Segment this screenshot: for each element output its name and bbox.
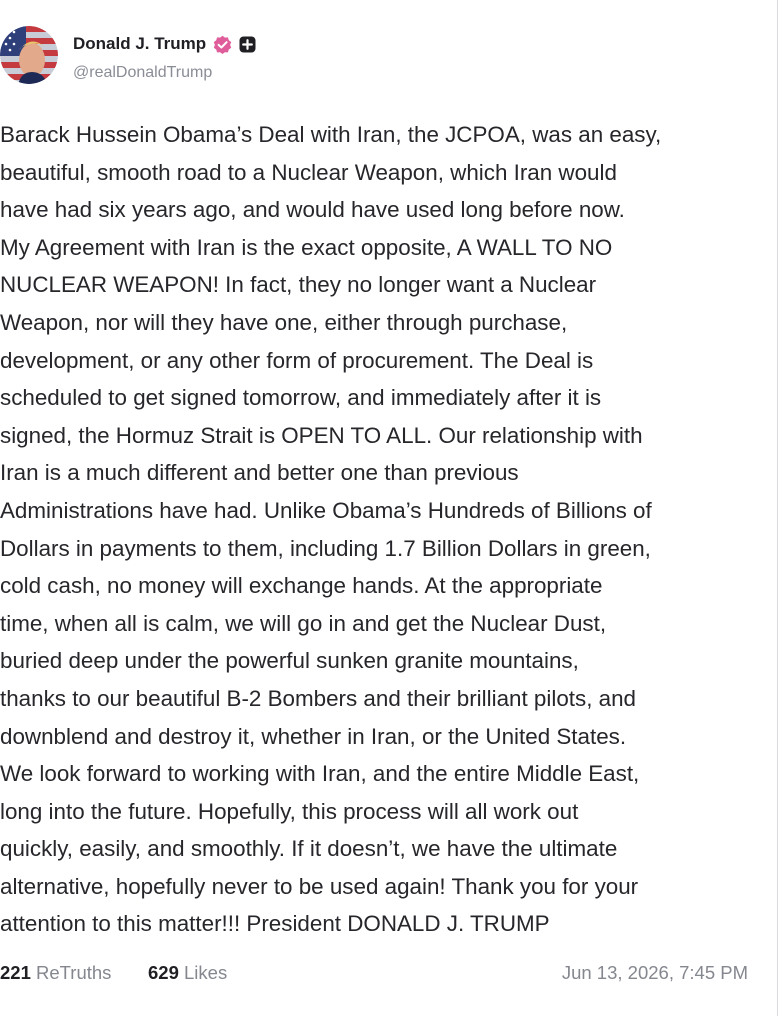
post-text-line: time, when all is calm, we will go in and get the Nuclear Dust, xyxy=(0,610,607,636)
post-text-line: quickly, easily, and smoothly. If it doesn’t, we have the ultimate xyxy=(0,836,618,862)
post-text-line: cold cash, no money will exchange hands. At the appropriate xyxy=(0,573,603,599)
post-text-line: scheduled to get signed tomorrow, and immediately after it is xyxy=(0,385,602,411)
post-text-line: NUCLEAR WEAPON! In fact, they no longer want a Nuclear xyxy=(0,272,597,298)
post-text-line: Weapon, nor will they have one, either through purchase, xyxy=(0,309,568,335)
avatar[interactable] xyxy=(0,26,58,84)
name-row xyxy=(73,33,256,55)
retruths-count: 221 xyxy=(0,962,31,983)
retruths-label: ReTruths xyxy=(36,962,112,983)
post-text-line: long into the future. Hopefully, this process will all work out xyxy=(0,798,579,824)
likes-count: 629 xyxy=(148,962,179,983)
post-text-line: Dollars in payments to them, including 1.7 Billion Dollars in green, xyxy=(0,535,651,561)
likes-label: Likes xyxy=(184,962,228,983)
post-text-line: Iran is a much different and better one than previous xyxy=(0,460,519,486)
post-text-line: signed, the Hormuz Strait is OPEN TO ALL. Our relationship with xyxy=(0,422,643,448)
user-handle[interactable]: @realDonaldTrump xyxy=(73,64,213,81)
post-text-line: buried deep under the powerful sunken granite mountains, xyxy=(0,648,579,674)
plus-square-icon xyxy=(239,36,256,53)
post-text-line: attention to this matter!!! President DONALD J. TRUMP xyxy=(0,911,550,937)
post-footer xyxy=(0,962,760,988)
post-text-line: thanks to our beautiful B-2 Bombers and their brilliant pilots, and xyxy=(0,685,637,711)
retruths-stat[interactable] xyxy=(0,962,111,984)
verified-badge-icon xyxy=(213,35,232,54)
post-text-line: My Agreement with Iran is the exact opposite, A WALL TO NO xyxy=(0,234,613,260)
post-text-line: have had six years ago, and would have used long before now. xyxy=(0,197,625,223)
post-text-line: Administrations have had. Unlike Obama’s Hundreds of Billions of xyxy=(0,497,652,523)
display-name[interactable]: Donald J. Trump xyxy=(73,34,207,53)
post-text-line: development, or any other form of procurement. The Deal is xyxy=(0,347,594,373)
post-text xyxy=(0,116,770,943)
post-text-line: beautiful, smooth road to a Nuclear Weapon, which Iran would xyxy=(0,159,617,185)
post-text-line: We look forward to working with Iran, and the entire Middle East, xyxy=(0,761,640,787)
post-header xyxy=(0,26,760,86)
right-divider xyxy=(777,0,778,1016)
likes-stat[interactable] xyxy=(148,962,227,984)
post-text-line: alternative, hopefully never to be used again! Thank you for your xyxy=(0,873,639,899)
post-text-line: Barack Hussein Obama’s Deal with Iran, the JCPOA, was an easy, xyxy=(0,122,662,147)
post-text-line: downblend and destroy it, whether in Iran, or the United States. xyxy=(0,723,627,749)
post-timestamp[interactable]: Jun 13, 2026, 7:45 PM xyxy=(561,962,748,983)
